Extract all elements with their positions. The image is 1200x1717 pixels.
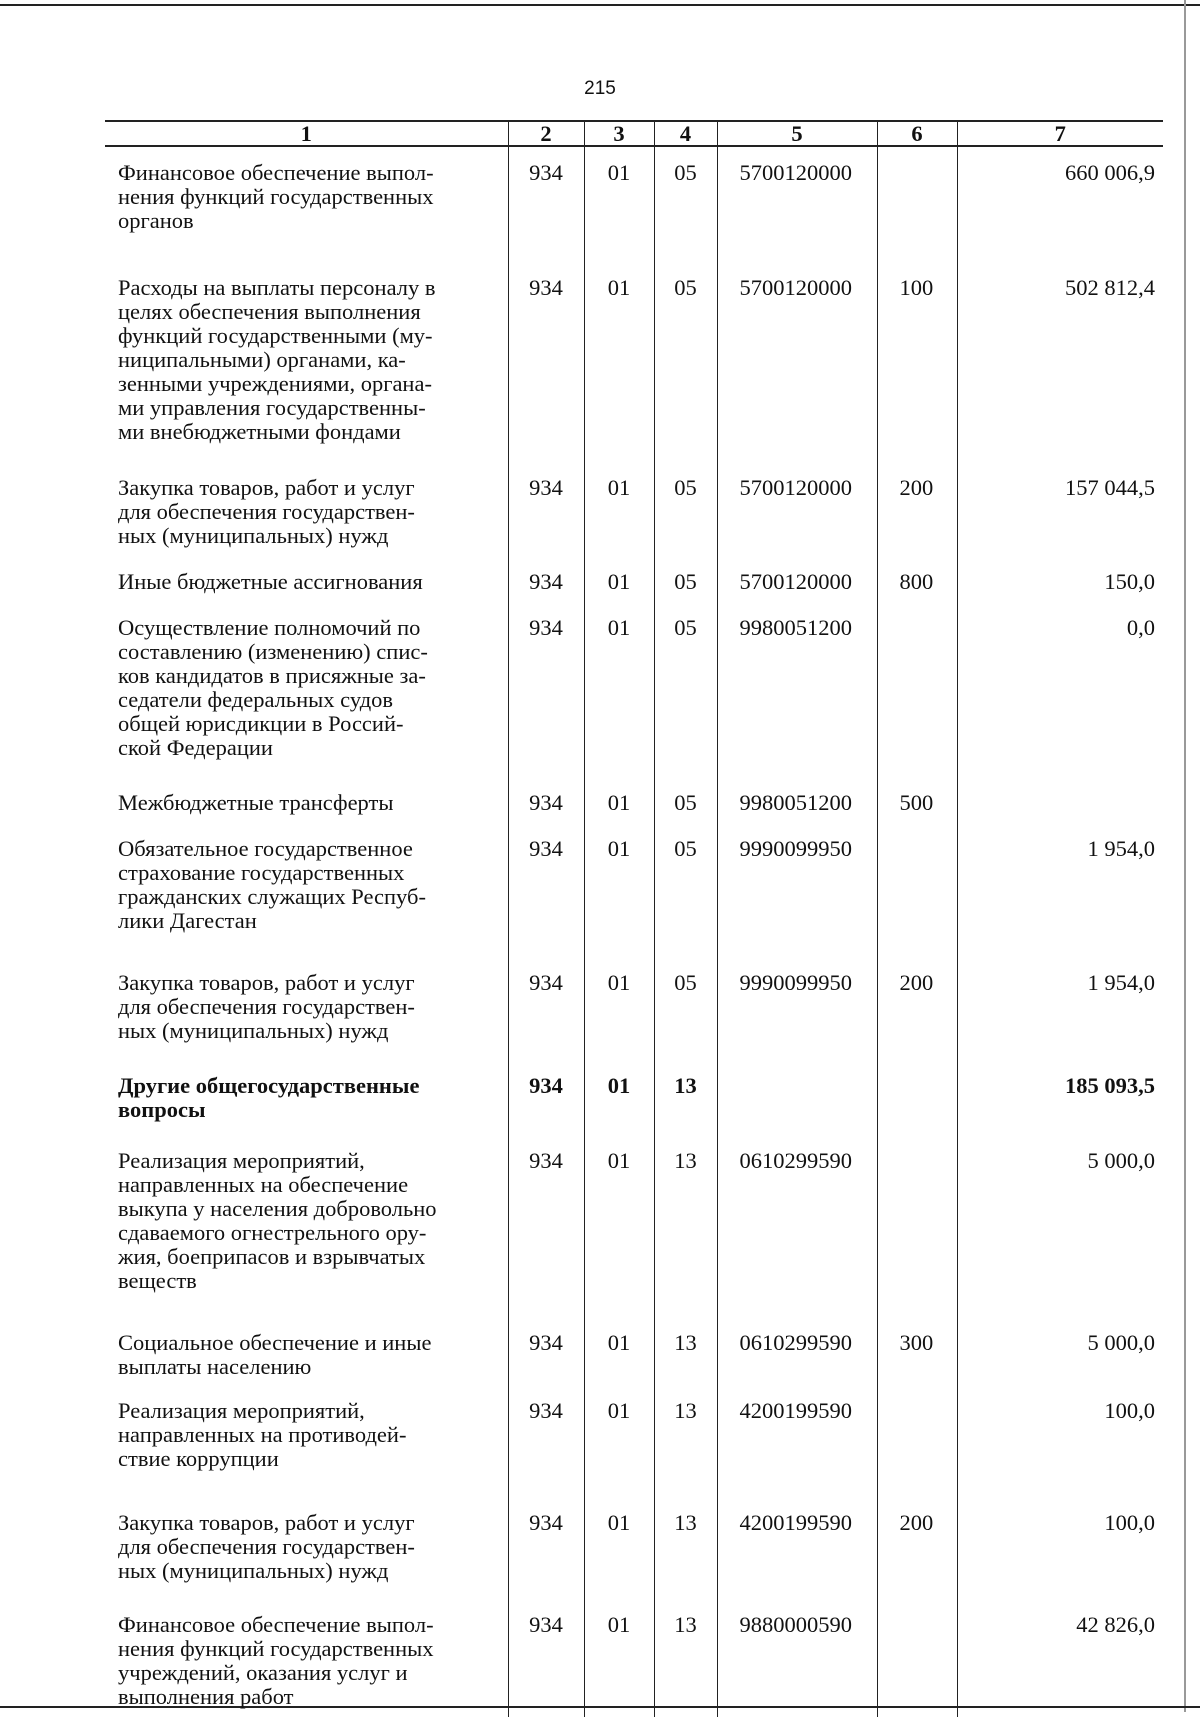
row-target-article-cell: 5700120000 xyxy=(717,146,877,255)
row-expense-type-cell: 200 xyxy=(877,1491,957,1599)
row-name-line: Финансовое обеспечение выпол- xyxy=(118,1612,434,1637)
row-expense-type-cell xyxy=(877,1128,957,1311)
row-name-cell xyxy=(105,1059,508,1128)
row-amount-cell: 1 954,0 xyxy=(957,953,1163,1059)
row-name-cell xyxy=(105,255,508,456)
row-name-line: Социальное обеспечение и иные xyxy=(118,1330,432,1355)
row-section-cell: 01 xyxy=(584,1128,654,1311)
table-row xyxy=(105,558,1163,602)
row-ministry-code-cell: 934 xyxy=(508,456,584,558)
row-ministry-code-cell: 934 xyxy=(508,1128,584,1311)
row-amount-cell: 42 826,0 xyxy=(957,1599,1163,1717)
table-row xyxy=(105,456,1163,558)
row-amount-cell: 100,0 xyxy=(957,1491,1163,1599)
row-name-line: Закупка товаров, работ и услуг xyxy=(118,1510,415,1535)
row-name-line: выкупа у населения добровольно xyxy=(118,1196,437,1221)
row-target-article-cell: 9980051200 xyxy=(717,602,877,780)
row-amount-cell: 185 093,5 xyxy=(957,1059,1163,1128)
row-expense-type-cell xyxy=(877,1059,957,1128)
row-name-cell xyxy=(105,780,508,823)
row-amount-cell xyxy=(957,780,1163,823)
row-name-line: выполнения работ xyxy=(118,1684,294,1709)
row-name-line: Межбюджетные трансферты xyxy=(118,790,394,815)
budget-table xyxy=(105,120,1163,1717)
row-amount-cell: 5 000,0 xyxy=(957,1128,1163,1311)
row-name-line: жия, боеприпасов и взрывчатых xyxy=(118,1244,426,1269)
row-name-cell xyxy=(105,602,508,780)
table-row xyxy=(105,1387,1163,1491)
row-amount-cell: 660 006,9 xyxy=(957,146,1163,255)
row-ministry-code-cell: 934 xyxy=(508,146,584,255)
row-subsection-cell: 13 xyxy=(654,1128,717,1311)
row-subsection-cell: 05 xyxy=(654,558,717,602)
row-section-cell: 01 xyxy=(584,146,654,255)
row-target-article-cell xyxy=(717,1059,877,1128)
row-section-cell: 01 xyxy=(584,602,654,780)
row-name-line: Реализация мероприятий, xyxy=(118,1398,365,1423)
row-name-cell xyxy=(105,1128,508,1311)
row-target-article-cell: 9980051200 xyxy=(717,780,877,823)
row-subsection-cell: 05 xyxy=(654,146,717,255)
row-section-cell: 01 xyxy=(584,1387,654,1491)
row-subsection-cell: 05 xyxy=(654,780,717,823)
table-row xyxy=(105,1311,1163,1387)
row-name-line: зенными учреждениями, органа- xyxy=(118,371,432,396)
row-target-article-cell: 5700120000 xyxy=(717,456,877,558)
row-subsection-cell: 05 xyxy=(654,823,717,953)
row-subsection-cell: 13 xyxy=(654,1599,717,1717)
row-section-cell: 01 xyxy=(584,823,654,953)
row-name-line: веществ xyxy=(118,1268,197,1293)
header-col-7: 7 xyxy=(957,121,1163,146)
row-ministry-code-cell: 934 xyxy=(508,1599,584,1717)
row-section-cell: 01 xyxy=(584,953,654,1059)
scan-top-border xyxy=(0,4,1200,6)
row-expense-type-cell: 500 xyxy=(877,780,957,823)
row-section-cell: 01 xyxy=(584,1311,654,1387)
table-row xyxy=(105,953,1163,1059)
row-name-line: нения функций государственных xyxy=(118,1636,434,1661)
row-name-line: нения функций государственных xyxy=(118,184,434,209)
row-target-article-cell: 5700120000 xyxy=(717,255,877,456)
row-amount-cell: 150,0 xyxy=(957,558,1163,602)
row-section-cell: 01 xyxy=(584,1491,654,1599)
row-name-line: ных (муниципальных) нужд xyxy=(118,523,389,548)
row-name-line: Реализация мероприятий, xyxy=(118,1148,365,1173)
row-ministry-code-cell: 934 xyxy=(508,953,584,1059)
table-row xyxy=(105,1599,1163,1717)
row-ministry-code-cell: 934 xyxy=(508,558,584,602)
row-expense-type-cell: 300 xyxy=(877,1311,957,1387)
row-name-cell xyxy=(105,953,508,1059)
row-amount-cell: 1 954,0 xyxy=(957,823,1163,953)
row-subsection-cell: 05 xyxy=(654,953,717,1059)
row-name-line: органов xyxy=(118,208,194,233)
row-name-line: ской Федерации xyxy=(118,735,273,760)
row-subsection-cell: 13 xyxy=(654,1059,717,1128)
row-name-line: для обеспечения государствен- xyxy=(118,994,415,1019)
header-col-2: 2 xyxy=(508,121,584,146)
row-expense-type-cell: 200 xyxy=(877,953,957,1059)
row-target-article-cell: 9990099950 xyxy=(717,953,877,1059)
table-row xyxy=(105,823,1163,953)
header-col-5: 5 xyxy=(717,121,877,146)
row-ministry-code-cell: 934 xyxy=(508,255,584,456)
row-section-cell: 01 xyxy=(584,456,654,558)
row-name-line: ных (муниципальных) нужд xyxy=(118,1018,389,1043)
table-row xyxy=(105,1128,1163,1311)
row-ministry-code-cell: 934 xyxy=(508,602,584,780)
row-name-line: составлению (изменению) спис- xyxy=(118,639,428,664)
row-name-line: Иные бюджетные ассигнования xyxy=(118,569,423,594)
row-name-line: сдаваемого огнестрельного ору- xyxy=(118,1220,427,1245)
row-name-line: направленных на обеспечение xyxy=(118,1172,409,1197)
row-name-line: ниципальными) органами, ка- xyxy=(118,347,406,372)
row-name-line: лики Дагестан xyxy=(118,908,257,933)
row-ministry-code-cell: 934 xyxy=(508,780,584,823)
table-row xyxy=(105,1059,1163,1128)
row-name-line: Финансовое обеспечение выпол- xyxy=(118,160,434,185)
row-name-cell xyxy=(105,558,508,602)
row-name-line: Расходы на выплаты персоналу в xyxy=(118,275,436,300)
row-name-line: направленных на противодей- xyxy=(118,1422,407,1447)
row-name-cell xyxy=(105,1599,508,1717)
row-ministry-code-cell: 934 xyxy=(508,1059,584,1128)
row-name-line: ков кандидатов в присяжные за- xyxy=(118,663,426,688)
scan-right-edge xyxy=(1184,0,1186,1712)
row-section-cell: 01 xyxy=(584,255,654,456)
header-col-4: 4 xyxy=(654,121,717,146)
row-name-line: целях обеспечения выполнения xyxy=(118,299,421,324)
row-section-cell: 01 xyxy=(584,558,654,602)
row-name-line: ных (муниципальных) нужд xyxy=(118,1558,389,1583)
row-expense-type-cell: 800 xyxy=(877,558,957,602)
row-target-article-cell: 9990099950 xyxy=(717,823,877,953)
row-target-article-cell: 9880000590 xyxy=(717,1599,877,1717)
row-section-cell: 01 xyxy=(584,1059,654,1128)
row-subsection-cell: 05 xyxy=(654,602,717,780)
row-name-line: гражданских служащих Респуб- xyxy=(118,884,426,909)
row-name-line: ми внебюджетными фондами xyxy=(118,419,401,444)
row-ministry-code-cell: 934 xyxy=(508,823,584,953)
row-section-cell: 01 xyxy=(584,1599,654,1717)
row-name-cell xyxy=(105,1311,508,1387)
row-name-line: выплаты населению xyxy=(118,1354,312,1379)
row-expense-type-cell xyxy=(877,1599,957,1717)
row-amount-cell: 502 812,4 xyxy=(957,255,1163,456)
row-name-line: страхование государственных xyxy=(118,860,405,885)
header-row xyxy=(105,121,1163,146)
row-name-line: учреждений, оказания услуг и xyxy=(118,1660,408,1685)
row-target-article-cell: 4200199590 xyxy=(717,1387,877,1491)
row-name-line: Осуществление полномочий по xyxy=(118,615,421,640)
header-col-3: 3 xyxy=(584,121,654,146)
row-target-article-cell: 5700120000 xyxy=(717,558,877,602)
row-amount-cell: 0,0 xyxy=(957,602,1163,780)
table-row xyxy=(105,602,1163,780)
row-subsection-cell: 05 xyxy=(654,255,717,456)
header-col-6: 6 xyxy=(877,121,957,146)
row-name-line: для обеспечения государствен- xyxy=(118,499,415,524)
row-amount-cell: 5 000,0 xyxy=(957,1311,1163,1387)
budget-table-container xyxy=(105,120,1163,1717)
row-target-article-cell: 4200199590 xyxy=(717,1491,877,1599)
table-row xyxy=(105,255,1163,456)
table-row xyxy=(105,780,1163,823)
row-subsection-cell: 13 xyxy=(654,1311,717,1387)
row-amount-cell: 100,0 xyxy=(957,1387,1163,1491)
row-ministry-code-cell: 934 xyxy=(508,1311,584,1387)
row-name-cell xyxy=(105,146,508,255)
row-ministry-code-cell: 934 xyxy=(508,1491,584,1599)
row-name-cell xyxy=(105,823,508,953)
row-name-line: ми управления государственны- xyxy=(118,395,426,420)
row-name-line: вопросы xyxy=(118,1097,206,1122)
header-col-1: 1 xyxy=(105,121,508,146)
row-amount-cell: 157 044,5 xyxy=(957,456,1163,558)
row-name-cell xyxy=(105,456,508,558)
row-subsection-cell: 05 xyxy=(654,456,717,558)
row-ministry-code-cell: 934 xyxy=(508,1387,584,1491)
row-name-line: Обязательное государственное xyxy=(118,836,413,861)
row-expense-type-cell: 100 xyxy=(877,255,957,456)
row-name-line: ствие коррупции xyxy=(118,1446,279,1471)
row-target-article-cell: 0610299590 xyxy=(717,1311,877,1387)
row-expense-type-cell xyxy=(877,823,957,953)
row-expense-type-cell xyxy=(877,1387,957,1491)
row-expense-type-cell xyxy=(877,602,957,780)
row-name-line: Другие общегосударственные xyxy=(118,1073,420,1098)
row-name-line: Закупка товаров, работ и услуг xyxy=(118,475,415,500)
row-expense-type-cell xyxy=(877,146,957,255)
row-name-line: функций государственными (му- xyxy=(118,323,433,348)
row-expense-type-cell: 200 xyxy=(877,456,957,558)
page-number: 215 xyxy=(584,78,616,99)
row-name-line: общей юрисдикции в Россий- xyxy=(118,711,404,736)
row-name-line: для обеспечения государствен- xyxy=(118,1534,415,1559)
row-target-article-cell: 0610299590 xyxy=(717,1128,877,1311)
row-section-cell: 01 xyxy=(584,780,654,823)
row-name-line: седатели федеральных судов xyxy=(118,687,394,712)
table-row xyxy=(105,146,1163,255)
row-name-cell xyxy=(105,1387,508,1491)
row-subsection-cell: 13 xyxy=(654,1491,717,1599)
table-row xyxy=(105,1491,1163,1599)
row-name-cell xyxy=(105,1491,508,1599)
row-subsection-cell: 13 xyxy=(654,1387,717,1491)
row-name-line: Закупка товаров, работ и услуг xyxy=(118,970,415,995)
